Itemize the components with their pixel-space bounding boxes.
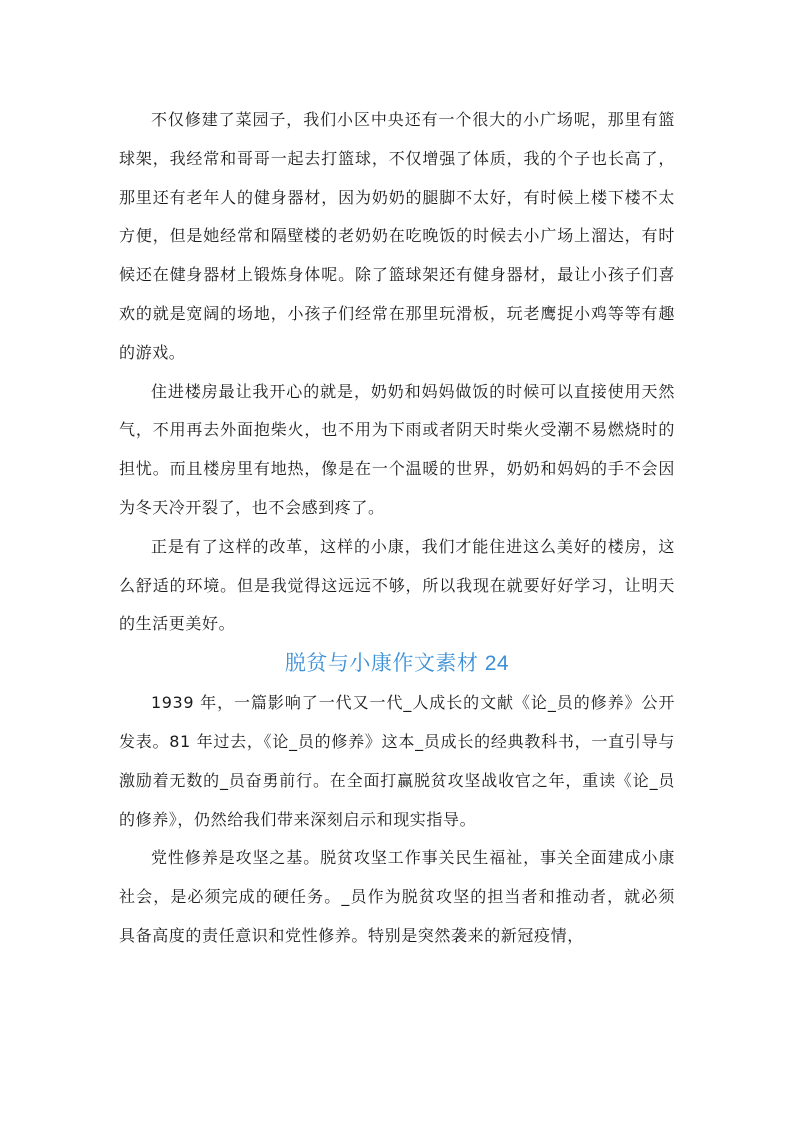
section-title: 脱贫与小康作文素材 24 [284,652,510,676]
paragraph-party-spirit: 党性修养是攻坚之基。脱贫攻坚工作事关民生福祉，事关全面建成小康社会，是必须完成的硬任务。_员作为脱贫攻坚的担当者和推动者，就必须具备高度的责任意识和党性修养。特别是突然袭来的新冠疫情， [119,848,675,945]
document-body [119,101,675,956]
paragraph-gas-heating: 住进楼房最让我开心的就是，奶奶和妈妈做饭的时候可以直接使用天然气，不用再去外面抱柴火，也不用为下雨或者阴天时柴火受潮不易燃烧时的担忧。而且楼房里有地热，像是在一个温暖的世界，奶奶和妈妈的手不会因为冬天冷开裂了，也不会感到疼了。 [119,381,675,517]
paragraph-courtyard: 不仅修建了菜园子，我们小区中央还有一个很大的小广场呢，那里有篮球架，我经常和哥哥一起去打篮球，不仅增强了体质，我的个子也长高了，那里还有老年人的健身器材，因为奶奶的腿脚不太好，有时候上楼下楼不太方便，但是她经常和隔壁楼的老奶奶在吃晚饭的时候去小广场上溜达，有时候还在健身器材上锻炼身体呢。除了篮球架还有健身器材，最让小孩子们喜欢的就是宽阔的场地，小孩子们经常在那里玩滑板，玩老鹰捉小鸡等等有趣的游戏。 [119,110,675,362]
paragraph-better-life: 正是有了这样的改革，这样的小康，我们才能住进这么美好的楼房，这么舒适的环境。但是我觉得这远远不够，所以我现在就要好好学习，让明天的生活更美好。 [119,536,675,634]
paragraph-cultivation-essay: 1939 年，一篇影响了一代又一代_人成长的文献《论_员的修养》公开发表。81 年过去，《论_员的修养》这本_员成长的经典教科书，一直引导与激励着无数的_员奋勇前行。在全面打赢脱贫攻坚战收官之年，重读《论_员的修养》，仍然给我们带来深刻启示和现实指导。 [119,693,675,829]
